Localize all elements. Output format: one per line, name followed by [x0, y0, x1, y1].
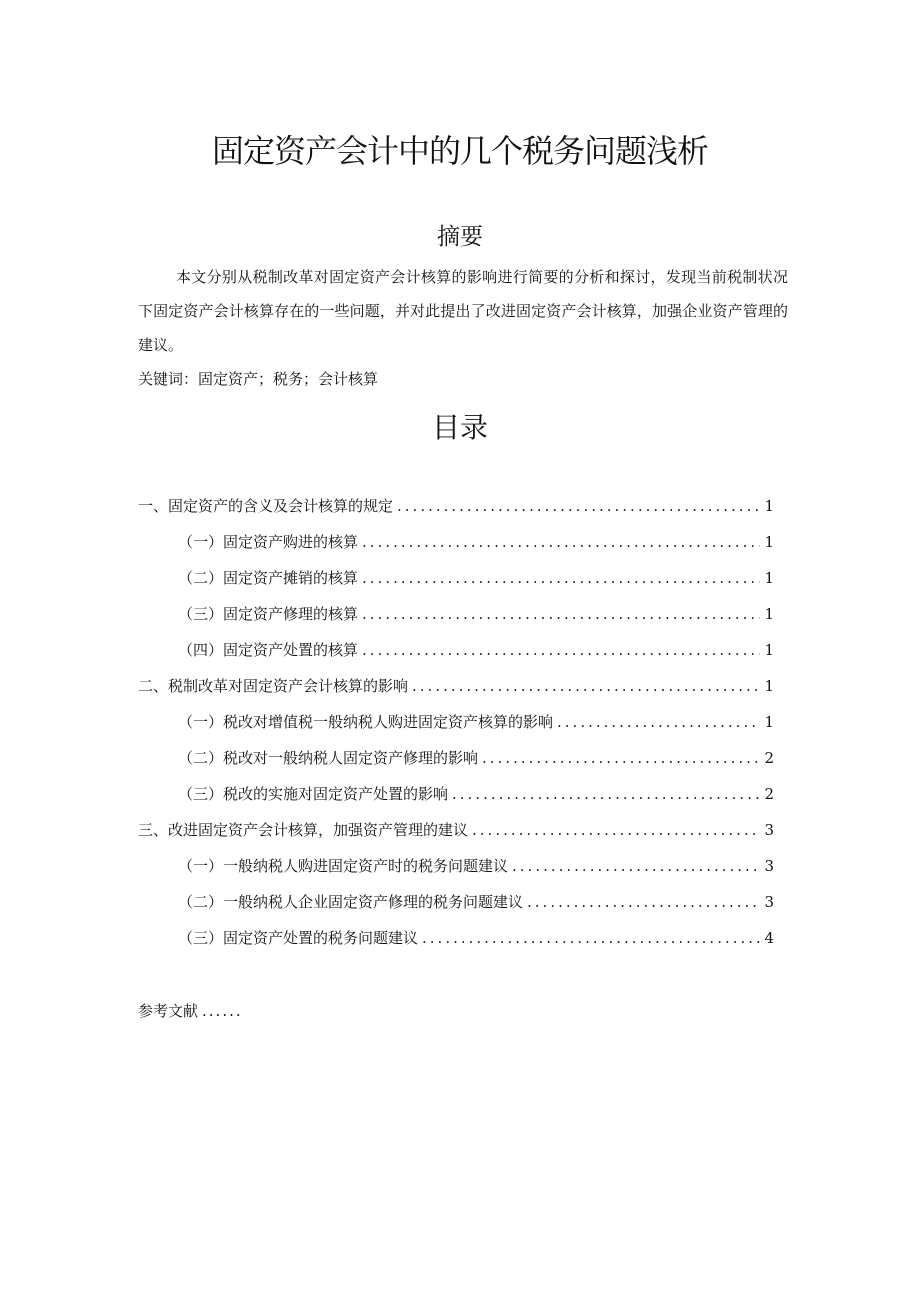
- toc-leader-dots: [527, 884, 760, 920]
- toc-leader-dots: [452, 776, 760, 812]
- toc-entry-text: （一）固定资产购进的核算: [178, 533, 359, 551]
- toc-page-number: 3: [764, 821, 774, 839]
- toc-entry-text: （一）一般纳税人购进固定资产时的税务问题建议: [178, 857, 509, 875]
- toc-entry-text: 一、固定资产的含义及会计核算的规定: [138, 497, 394, 515]
- toc-entry[interactable]: [138, 488, 774, 524]
- toc-entry-text: （三）税改的实施对固定资产处置的影响: [178, 785, 449, 803]
- toc-entry[interactable]: [138, 776, 774, 812]
- keywords-line: 关键词：固定资产；税务；会计核算: [138, 370, 379, 388]
- toc-entry[interactable]: [138, 668, 774, 704]
- toc-entry-text: （二）固定资产摊销的核算: [178, 569, 359, 587]
- toc-heading: 目录: [431, 411, 488, 444]
- references-label: 参考文献: [138, 1002, 199, 1020]
- toc-leader-dots: [362, 560, 760, 596]
- toc-page-number: 3: [764, 893, 774, 911]
- toc-page-number: 1: [764, 713, 774, 731]
- toc-entry-text: （三）固定资产修理的核算: [178, 605, 359, 623]
- toc-leader-dots: [412, 668, 760, 704]
- toc-entry[interactable]: [138, 560, 774, 596]
- toc-entry-text: 二、税制改革对固定资产会计核算的影响: [138, 677, 409, 695]
- toc-entry-text: （四）固定资产处置的核算: [178, 641, 359, 659]
- toc-entry[interactable]: [138, 704, 774, 740]
- toc-leader-dots: [397, 488, 760, 524]
- toc-leader-dots: [362, 632, 760, 668]
- toc-entry[interactable]: [138, 848, 774, 884]
- references-entry[interactable]: [138, 1000, 243, 1021]
- toc-leader-dots: [482, 740, 760, 776]
- references-leader: ......: [202, 1002, 243, 1020]
- toc-page-number: 3: [764, 857, 774, 875]
- toc-page-number: 2: [764, 749, 774, 767]
- toc-entry[interactable]: [138, 524, 774, 560]
- toc-leader-dots: [472, 812, 760, 848]
- abstract-body: 本文分别从税制改革对固定资产会计核算的影响进行简要的分析和探讨，发现当前税制状况下固定资产会计核算存在的一些问题，并对此提出了改进固定资产会计核算，加强企业资产管理的建议。: [138, 268, 788, 354]
- toc-page-number: 1: [764, 677, 774, 695]
- toc-entry-text: （一）税改对增值税一般纳税人购进固定资产核算的影响: [178, 713, 554, 731]
- toc-page-number: 1: [764, 605, 774, 623]
- toc-entry-text: 三、改进固定资产会计核算，加强资产管理的建议: [138, 821, 469, 839]
- toc-page-number: 1: [764, 641, 774, 659]
- toc-entry[interactable]: [138, 596, 774, 632]
- toc-entry-text: （二）税改对一般纳税人固定资产修理的影响: [178, 749, 479, 767]
- toc-leader-dots: [422, 920, 760, 956]
- abstract-heading: 摘要: [437, 224, 483, 250]
- toc-page-number: 1: [764, 533, 774, 551]
- toc-page-number: 1: [764, 569, 774, 587]
- toc-entry[interactable]: [138, 884, 774, 920]
- toc-entry[interactable]: [138, 740, 774, 776]
- table-of-contents: [138, 488, 774, 956]
- toc-page-number: 1: [764, 497, 774, 515]
- toc-leader-dots: [362, 524, 760, 560]
- toc-leader-dots: [512, 848, 760, 884]
- toc-leader-dots: [362, 596, 760, 632]
- toc-entry[interactable]: [138, 632, 774, 668]
- document-title: 固定资产会计中的几个税务问题浅析: [211, 132, 708, 170]
- toc-entry-text: （三）固定资产处置的税务问题建议: [178, 929, 419, 947]
- toc-page-number: 2: [764, 785, 774, 803]
- toc-page-number: 4: [764, 929, 774, 947]
- toc-entry[interactable]: [138, 920, 774, 956]
- toc-entry-text: （二）一般纳税人企业固定资产修理的税务问题建议: [178, 893, 524, 911]
- toc-leader-dots: [557, 704, 760, 740]
- toc-entry[interactable]: [138, 812, 774, 848]
